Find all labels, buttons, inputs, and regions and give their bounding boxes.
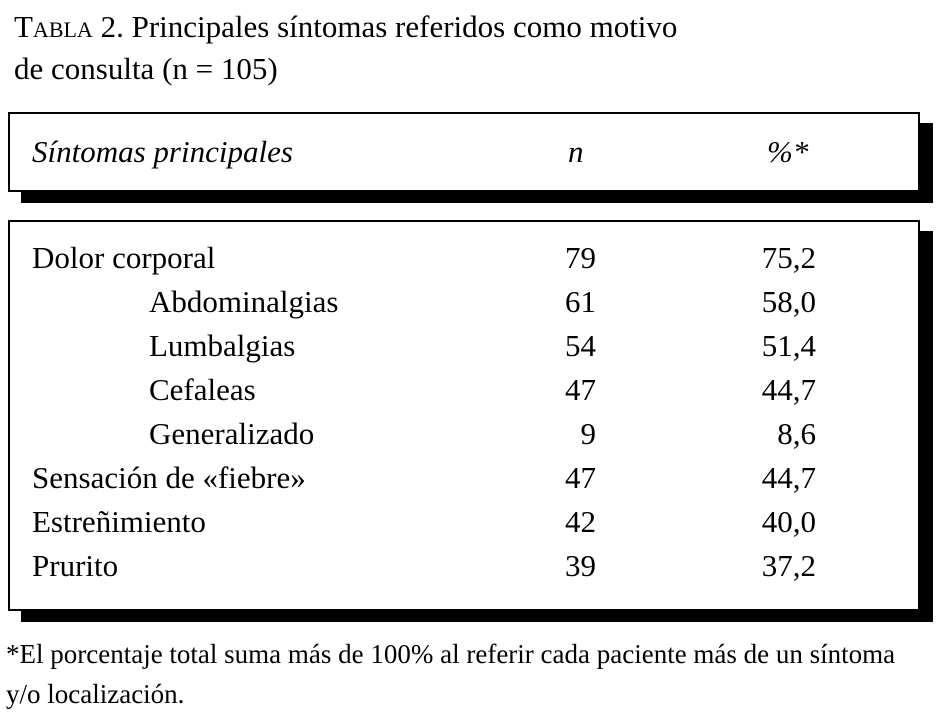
table-body (8, 220, 920, 611)
row-percent: 44,7 (761, 372, 816, 407)
header-n: n (568, 134, 584, 169)
table-row (10, 328, 918, 372)
caption-number: 2. (100, 9, 124, 44)
row-n: 54 (565, 328, 596, 363)
table-row (10, 548, 918, 592)
header-symptoms: Síntomas principales (32, 134, 293, 169)
row-percent: 37,2 (761, 548, 816, 583)
row-label: Generalizado (149, 416, 315, 451)
row-n: 42 (565, 504, 596, 539)
row-label: Sensación de «fiebre» (32, 460, 306, 495)
caption-title-line1: Principales síntomas referidos como motivo (131, 9, 678, 44)
table-row (10, 416, 918, 460)
row-n: 39 (565, 548, 596, 583)
row-percent: 44,7 (761, 460, 816, 495)
row-label: Abdominalgias (149, 284, 339, 319)
table-row (10, 372, 918, 416)
table-row (10, 504, 918, 548)
table-row (10, 284, 918, 328)
table-row (10, 460, 918, 504)
row-n: 47 (565, 372, 596, 407)
row-n: 47 (565, 460, 596, 495)
row-percent: 58,0 (761, 284, 816, 319)
row-label: Lumbalgias (149, 328, 296, 363)
table-row (10, 240, 918, 284)
row-label: Cefaleas (149, 372, 256, 407)
row-label: Dolor corporal (32, 240, 216, 275)
row-n: 9 (580, 416, 596, 451)
row-n: 79 (565, 240, 596, 275)
row-percent: 51,4 (761, 328, 816, 363)
table-caption (14, 6, 914, 90)
table-header (8, 112, 920, 192)
row-n: 61 (565, 284, 596, 319)
caption-label: Tabla (14, 9, 93, 44)
row-label: Prurito (32, 548, 119, 583)
row-percent: 40,0 (761, 504, 816, 539)
caption-title-line2: de consulta (n = 105) (14, 51, 278, 86)
table-footnote: *El porcentaje total suma más de 100% al referir cada paciente más de un síntoma y/o localización. (6, 639, 896, 709)
row-percent: 75,2 (761, 240, 816, 275)
header-percent: %* (767, 134, 809, 169)
row-percent: 8,6 (777, 416, 816, 451)
row-label: Estreñimiento (32, 504, 206, 539)
